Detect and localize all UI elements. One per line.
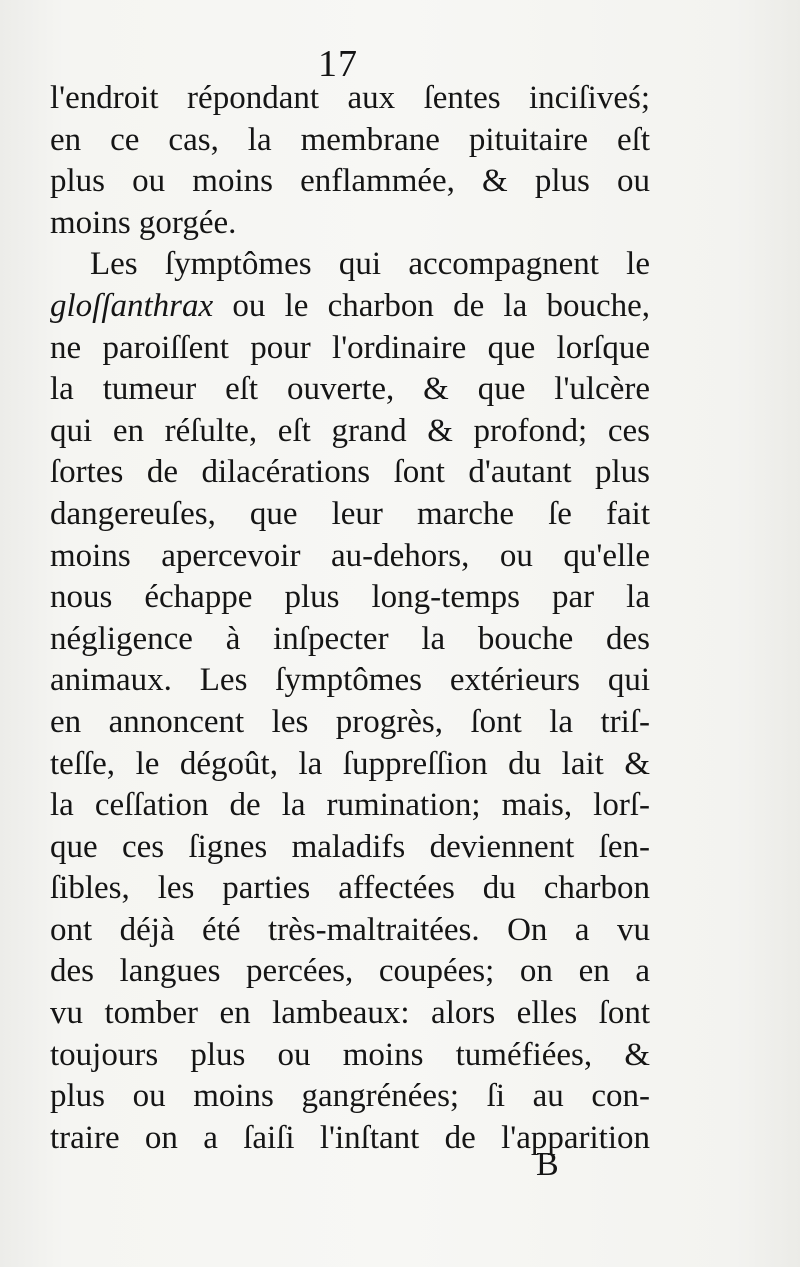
text-line: ſortes de dilacérations ſont d'autant plus — [50, 454, 650, 491]
text-line: vu tomber en lambeaux: alors elles ſont — [50, 995, 650, 1032]
text-line: plus ou moins gangrénées; ſi au con- — [50, 1078, 650, 1115]
text-line: la ceſſation de la rumination; mais, lorſ- — [50, 787, 650, 824]
text-line: moins gorgée. — [50, 204, 237, 241]
text-line: des langues percées, coupées; on en a — [50, 953, 650, 990]
text-line: en ce cas, la membrane pituitaire eſt — [50, 121, 650, 158]
text-line: que ces ſignes maladifs deviennent ſen- — [50, 828, 650, 865]
text-line: ont déjà été très-maltraitées. On a vu — [50, 911, 650, 948]
page-number: 17 — [318, 43, 358, 85]
text-line: animaux. Les ſymptômes extérieurs qui — [50, 662, 650, 699]
text-line: ne paroiſſent pour l'ordinaire que lorſque — [50, 329, 650, 366]
body-text — [50, 78, 650, 1159]
text-line-italic-start — [50, 286, 650, 328]
italic-term: gloſſanthrax — [50, 287, 214, 324]
text-line: traire on a ſaiſi l'inſtant de l'apparition — [50, 1119, 650, 1156]
text-line: Les ſymptômes qui accompagnent le — [90, 246, 650, 283]
text-line: moins apercevoir au-dehors, ou qu'elle — [50, 537, 650, 574]
text-line: en annoncent les progrès, ſont la triſ- — [50, 703, 650, 740]
text-line: la tumeur eſt ouverte, & que l'ulcère — [50, 371, 650, 408]
text-line: plus ou moins enflammée, & plus ou — [50, 163, 650, 200]
text-line: dangereuſes, que leur marche ſe fait — [50, 495, 650, 532]
text-line: toujours plus ou moins tuméfiées, & — [50, 1036, 650, 1073]
text-line: teſſe, le dégoût, la ſuppreſſion du lait & — [50, 745, 650, 782]
text-line: qui en réſulte, eſt grand & profond; ces — [50, 412, 650, 449]
text-line: l'endroit répondant aux ſentes inciſiveś; — [50, 80, 650, 116]
signature-mark: B — [536, 1146, 559, 1183]
line-rest: ou le charbon de la bouche, — [213, 287, 650, 324]
text-line: ſibles, les parties affectées du charbon — [50, 870, 650, 907]
text-line: négligence à inſpecter la bouche des — [50, 620, 650, 657]
text-line: nous échappe plus long-temps par la — [50, 579, 650, 616]
